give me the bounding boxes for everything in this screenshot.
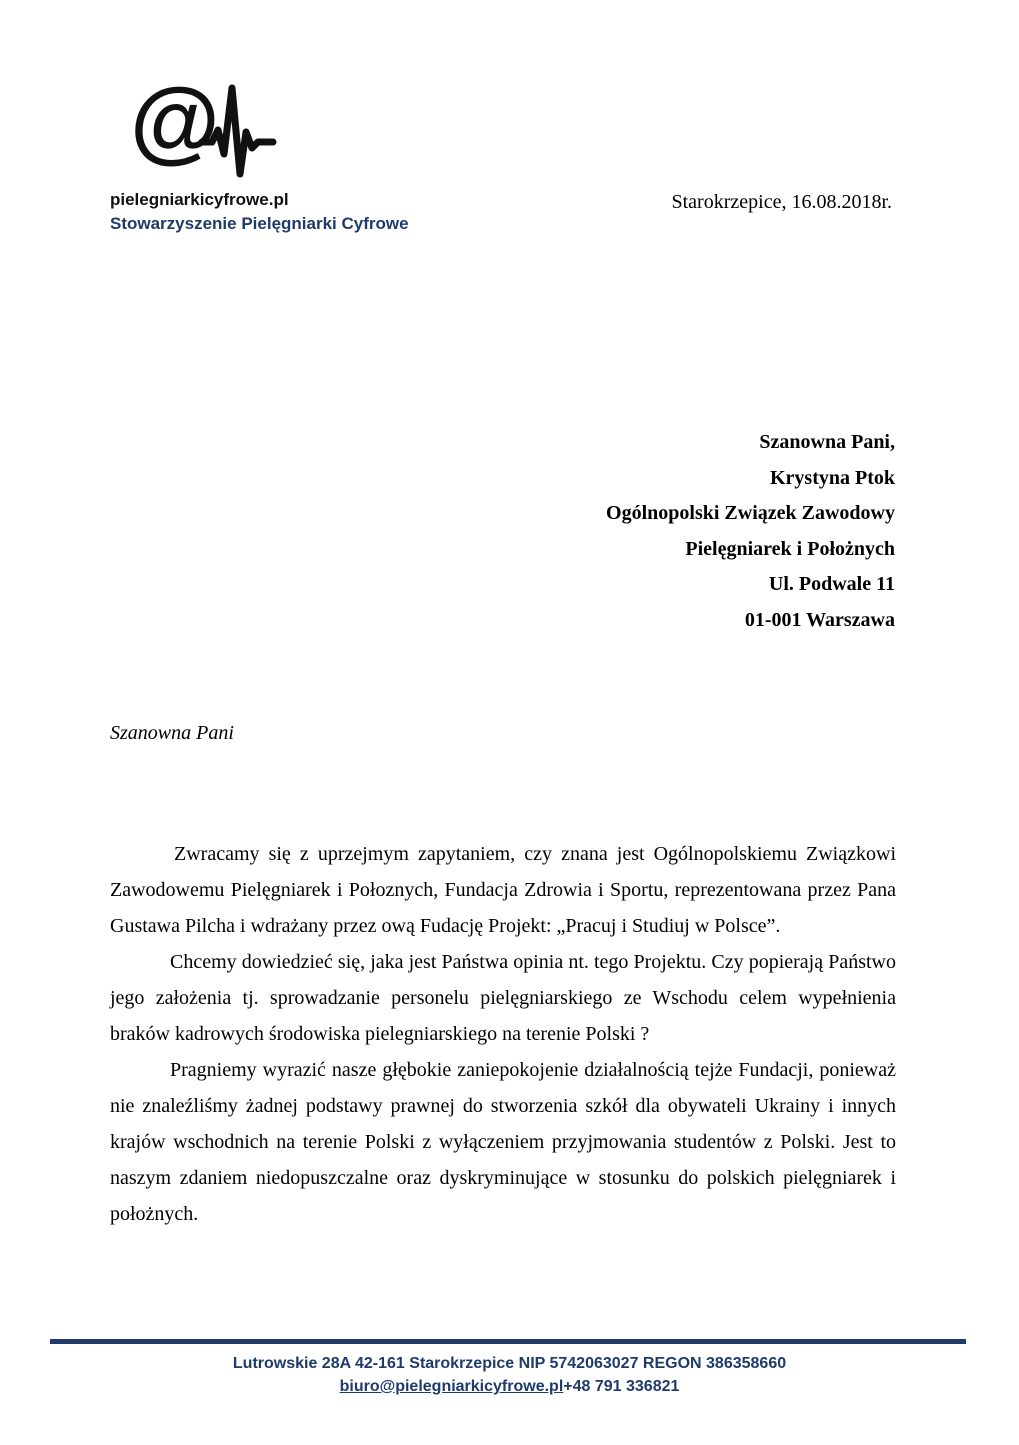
- svg-text:@: @: [130, 70, 220, 172]
- body-paragraph: Chcemy dowiedzieć się, jaka jest Państwa opinia nt. tego Projektu. Czy popierają Państwo jego założenia tj. sprowadzanie personelu pielęgniarskiego ze Wschodu celem wypełnienia braków kadrowych środowiska pielegniarskiego na terenie Polski ?: [110, 951, 896, 1045]
- body-paragraph: Zwracamy się z uprzejmym zapytaniem, czy znana jest Ogólnopolskiemu Związkowi Zawodowemu Pielęgniarek i Połoznych, Fundacja Zdrowia i Sportu, reprezentowana przez Pana Gustawa Pilcha i wdrażany przez ową Fudację Projekt: „Pracuj i Studiuj w Polsce”.: [110, 843, 896, 937]
- recipient-line: 01-001 Warszawa: [744, 608, 895, 631]
- recipient-line: Ul. Podwale 11: [768, 573, 895, 595]
- letter-salutation: Szanowna Pani: [110, 722, 234, 744]
- site-name: pielegniarkicyfrowe.pl: [110, 190, 289, 209]
- recipient-address-block: [606, 425, 895, 638]
- organization-logo: [128, 70, 278, 190]
- footer-address: Lutrowskie 28A 42-161 Starokrzepice NIP 5742063027 REGON 386358660: [232, 1355, 787, 1372]
- organization-name: Stowarzyszenie Pielęgniarki Cyfrowe: [110, 214, 409, 233]
- letter-body: [110, 836, 896, 1232]
- at-sign-heartbeat-logo-icon: [128, 70, 278, 190]
- footer-divider: [50, 1339, 966, 1344]
- place-date: Starokrzepice, 16.08.2018r.: [671, 191, 892, 213]
- recipient-line: Pielęgniarek i Położnych: [685, 537, 895, 560]
- footer-email-link[interactable]: biuro@pielegniarkicyfrowe.pl: [339, 1378, 564, 1395]
- body-paragraph: Pragniemy wyrazić nasze głębokie zaniepokojenie działalnością tejże Fundacji, ponieważ nie znaleźliśmy żadnej podstawy prawnej do stworzenia szkół dla obywateli Ukrainy i innych krajów wschodnich na terenie Polski z wyłączeniem przyjmowania studentów z Polski. Jest to naszym zdaniem niedopuszczalne oraz dyskryminujące w stosunku do polskich pielęgniarek i położnych.: [110, 1059, 896, 1225]
- recipient-line: Szanowna Pani,: [759, 431, 895, 453]
- footer-phone: +48 791 336821: [563, 1378, 680, 1395]
- recipient-line: Krystyna Ptok: [770, 466, 895, 489]
- footer-contact: [0, 1378, 1019, 1396]
- recipient-line: Ogólnopolski Związek Zawodowy: [606, 502, 895, 524]
